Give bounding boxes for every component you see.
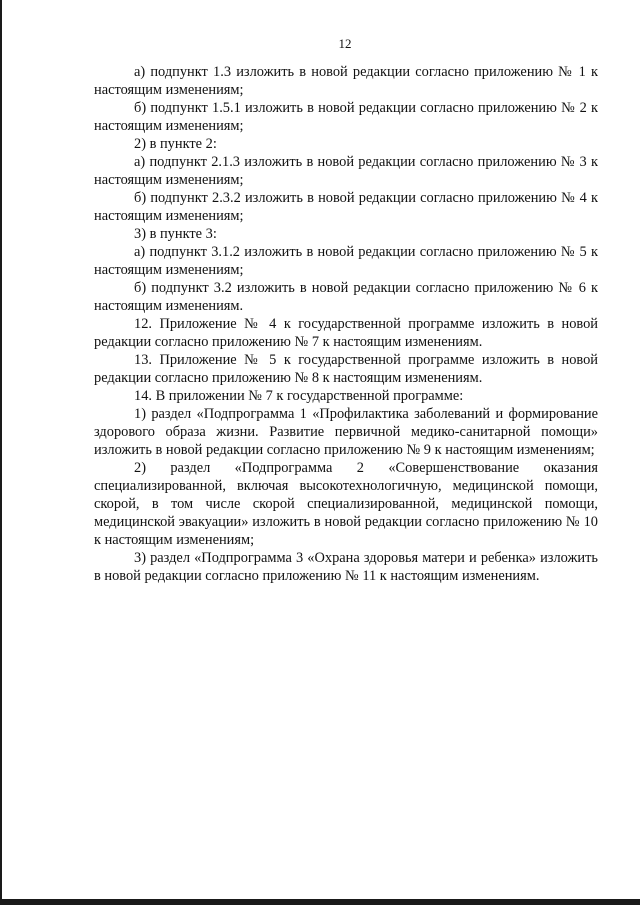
- paragraph-12-appendix-4: 12. Приложение № 4 к государственной программе изложить в новой редакции согласно приложению № 7 к настоящим изменениям.: [94, 316, 598, 350]
- paragraph-2a-subitem-2-1-3: а) подпункт 2.1.3 изложить в новой редакции согласно приложению № 3 к настоящим изменениям;: [94, 154, 598, 188]
- paragraph-3b-subitem-3-2: б) подпункт 3.2 изложить в новой редакции согласно приложению № 6 к настоящим изменениям.: [94, 280, 598, 314]
- paragraph-14-2-subprogram-2: 2) раздел «Подпрограмма 2 «Совершенствование оказания специализированной, включая высокотехнологичную, медицинской помощи, скорой, в том числе скорой специализированной, медицинской помощи, медицинской эвакуации» изложить в новой редакции согласно приложению № 10 к настоящим изменениям;: [94, 460, 598, 548]
- page-number: 12: [338, 36, 352, 51]
- document-body: [94, 63, 598, 585]
- paragraph-14-appendix-7: 14. В приложении № 7 к государственной программе:: [134, 388, 464, 404]
- paragraph-14-1-subprogram-1: 1) раздел «Подпрограмма 1 «Профилактика заболеваний и формирование здорового образа жизни. Развитие первичной медико-санитарной помощи» изложить в новой редакции согласно приложению № 9 к настоящим изменениям;: [94, 406, 598, 458]
- paragraph-2-heading: 2) в пункте 2:: [134, 136, 217, 152]
- paragraph-3a-subitem-3-1-2: а) подпункт 3.1.2 изложить в новой редакции согласно приложению № 5 к настоящим изменениям;: [94, 244, 598, 278]
- scan-edge-bottom: [0, 899, 640, 905]
- paragraph-14-3-subprogram-3: 3) раздел «Подпрограмма 3 «Охрана здоровья матери и ребенка» изложить в новой редакции согласно приложению № 11 к настоящим изменениям.: [94, 550, 598, 584]
- paragraph-1a-subitem-1-3: а) подпункт 1.3 изложить в новой редакции согласно приложению № 1 к настоящим изменениям;: [94, 64, 598, 98]
- paragraph-2b-subitem-2-3-2: б) подпункт 2.3.2 изложить в новой редакции согласно приложению № 4 к настоящим изменениям;: [94, 190, 598, 224]
- paragraph-1b-subitem-1-5-1: б) подпункт 1.5.1 изложить в новой редакции согласно приложению № 2 к настоящим изменениям;: [94, 100, 598, 134]
- paragraph-3-heading: 3) в пункте 3:: [134, 226, 217, 242]
- paragraph-13-appendix-5: 13. Приложение № 5 к государственной программе изложить в новой редакции согласно приложению № 8 к настоящим изменениям.: [94, 352, 598, 386]
- scan-edge-left: [0, 0, 2, 905]
